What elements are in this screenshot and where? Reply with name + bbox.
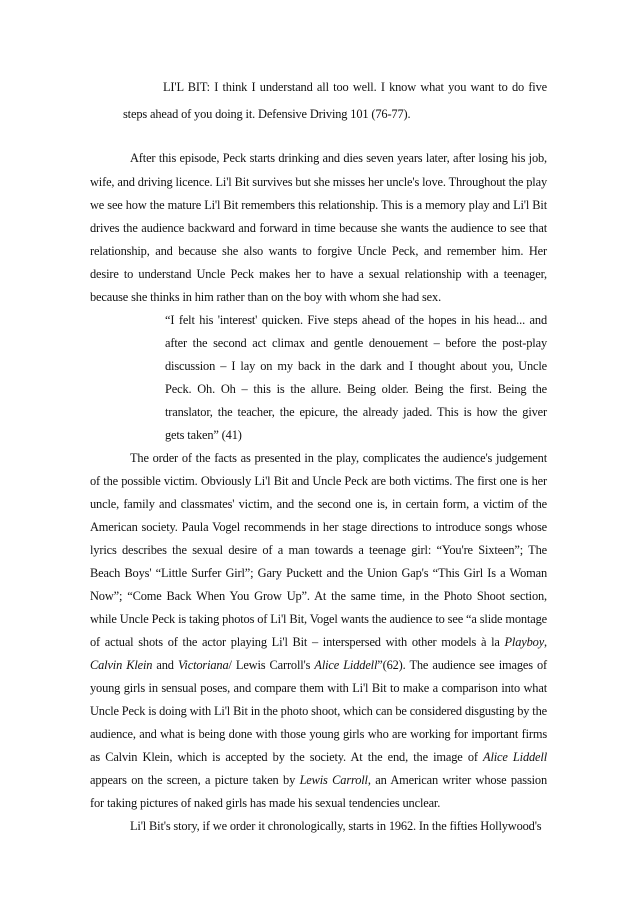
body-line: of the possible victim. Obviously Li'l Bit and Uncle Peck are both victims. The first one is her <box>90 474 547 488</box>
body-line: of actual shots of the actor playing Li'l Bit – interspersed with other models à la Playboy, <box>90 635 547 649</box>
block-quote-line: Peck. Oh. Oh – this is the allure. Being older. Being the first. Being the <box>165 382 547 396</box>
body-line: Uncle Peck is doing with Li'l Bit in the photo shoot, which can be considered disgusting by the <box>90 704 547 718</box>
dialogue-line: LI'L BIT: I think I understand all too well. I know what you want to do five <box>163 80 547 94</box>
body-line: we see how the mature Li'l Bit remembers this relationship. This is a memory play and Li'l Bit <box>90 198 547 212</box>
body-line: while Uncle Peck is taking photos of Li'l Bit, Vogel wants the audience to see “a slide montage <box>90 612 547 626</box>
body-line: drives the audience backward and forward in time because she wants the audience to see that <box>90 221 547 235</box>
body-line: Beach Boys' “Little Surfer Girl”; Gary Puckett and the Union Gap's “This Girl Is a Woman <box>90 566 547 580</box>
body-line: for taking pictures of naked girls has made his sexual tendencies unclear. <box>90 796 441 810</box>
body-line: as Calvin Klein, which is accepted by the society. At the end, the image of Alice Liddell <box>90 750 547 764</box>
block-quote-line: discussion – I lay on my back in the dark and I thought about you, Uncle <box>165 359 547 373</box>
block-quote-line: gets taken” (41) <box>165 428 242 442</box>
body-line: wife, and driving licence. Li'l Bit survives but she misses her uncle's love. Throughout the play <box>90 175 547 189</box>
body-line: appears on the screen, a picture taken by Lewis Carroll, an American writer whose passion <box>90 773 548 787</box>
body-line: young girls in sensual poses, and compare them with Li'l Bit to make a comparison into what <box>90 681 547 695</box>
body-line: lyrics describes the sexual desire of a man towards a teenage girl: “You're Sixteen”; The <box>90 543 547 557</box>
body-line: because she thinks in him rather than on the boy with whom she had sex. <box>90 290 442 304</box>
body-line: audience, and what is being done with those young girls who are working for important firms <box>90 727 547 741</box>
block-quote-line: “I felt his 'interest' quicken. Five steps ahead of the hopes in his head... and <box>165 313 547 327</box>
body-line: After this episode, Peck starts drinking and dies seven years later, after losing his job, <box>130 151 547 165</box>
body-line: Now”; “Come Back When You Grow Up”. At the same time, in the Photo Shoot section, <box>90 589 547 603</box>
body-line: desire to understand Uncle Peck makes her to have a sexual relationship with a teenager, <box>90 267 547 281</box>
block-quote-line: after the second act climax and gentle denouement – before the post-play <box>165 336 547 350</box>
dialogue-line: steps ahead of you doing it. Defensive Driving 101 (76-77). <box>123 107 411 121</box>
body-line: American society. Paula Vogel recommends in her stage directions to introduce songs whose <box>90 520 547 534</box>
body-line: relationship, and because she also wants to forgive Uncle Peck, and remember him. Her <box>90 244 547 258</box>
block-quote-line: translator, the teacher, the epicure, the already jaded. This is how the giver <box>165 405 547 419</box>
body-line: Li'l Bit's story, if we order it chronologically, starts in 1962. In the fifties Hollywood's <box>130 819 542 833</box>
body-line: The order of the facts as presented in the play, complicates the audience's judgement <box>130 451 547 465</box>
body-line: uncle, family and classmates' victim, and the second one is, in certain form, a victim of the <box>90 497 547 511</box>
body-line: Calvin Klein and Victoriana/ Lewis Carroll's Alice Liddell”(62). The audience see images of <box>90 658 547 672</box>
